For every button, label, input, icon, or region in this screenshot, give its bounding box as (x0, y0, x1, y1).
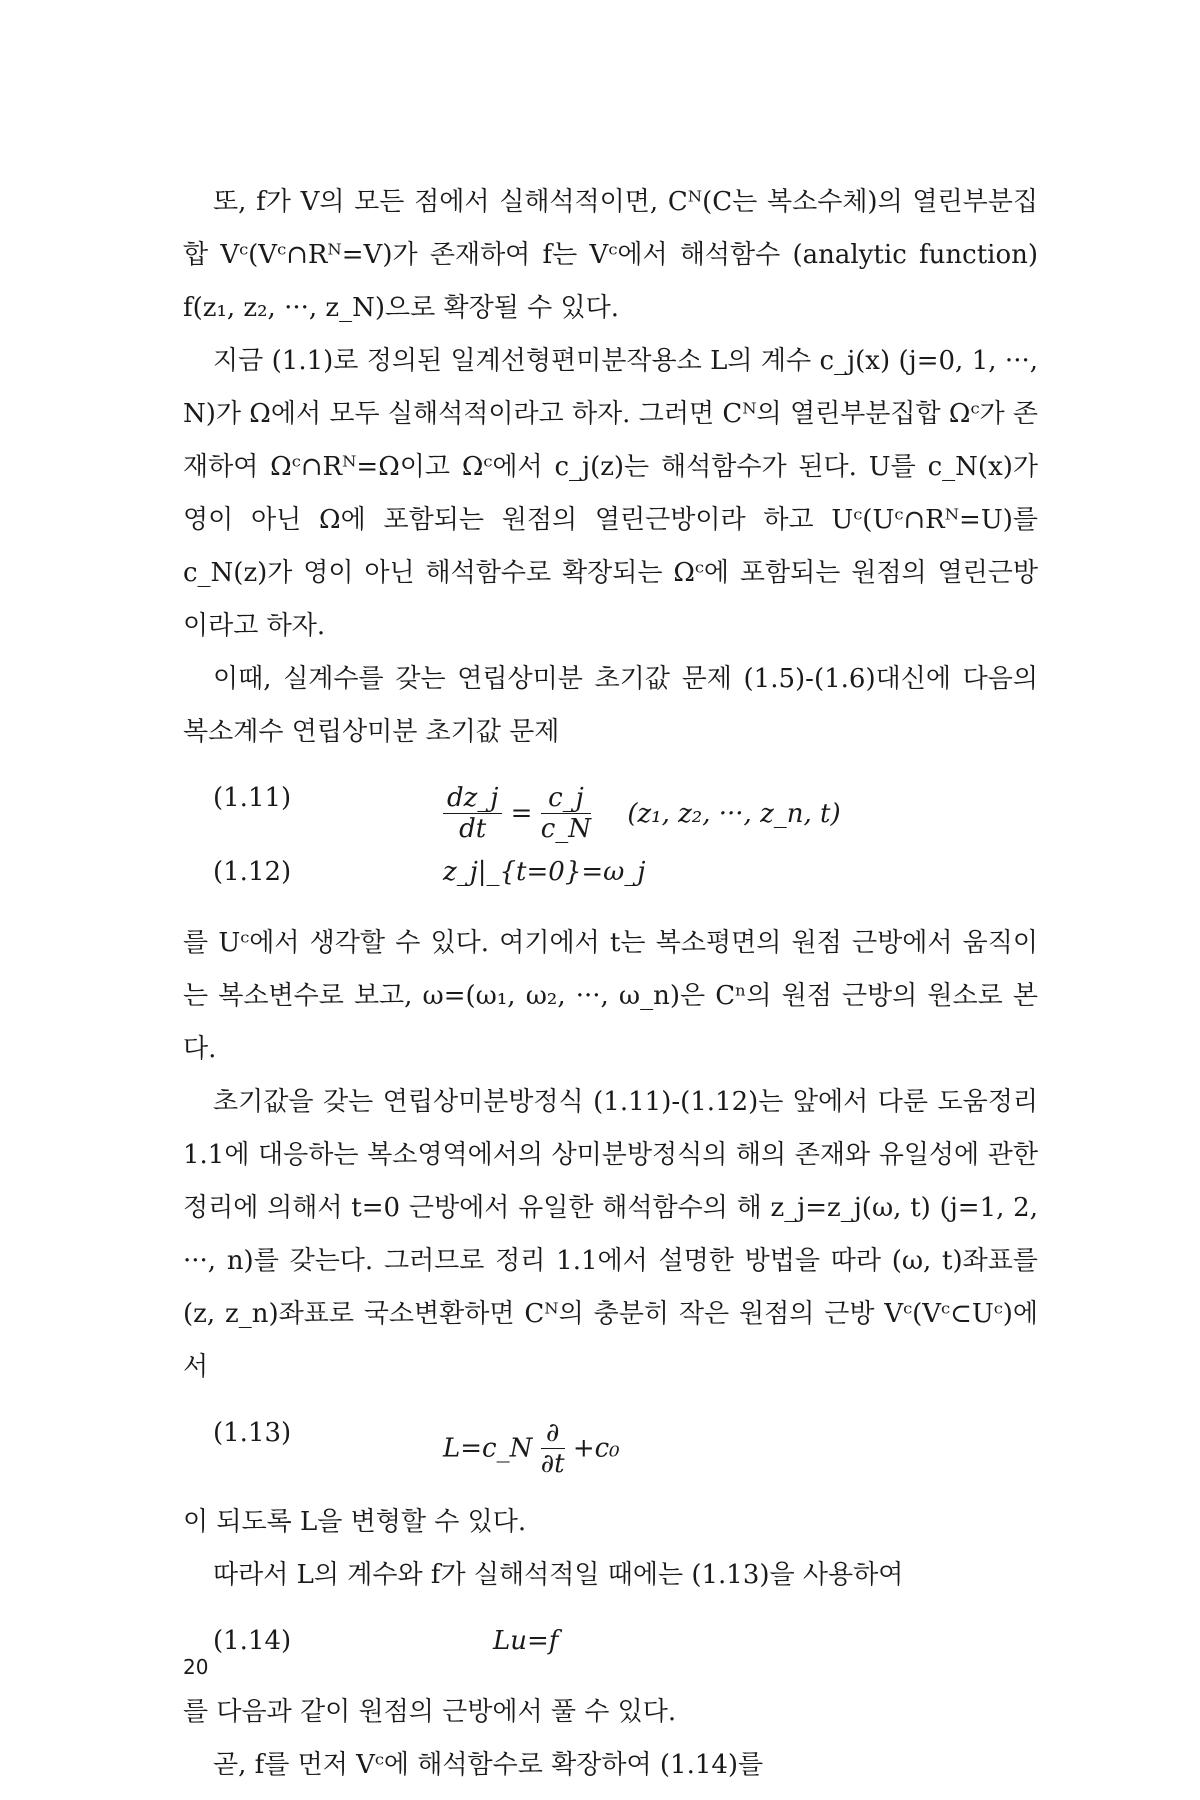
equation-1-14 (183, 1616, 1038, 1672)
fraction (541, 783, 591, 844)
denominator: c_N (540, 814, 592, 844)
paragraph: 이 되도록 L을 변형할 수 있다. (183, 1507, 527, 1537)
paragraph: 이때, 실계수를 갖는 연립상미분 초기값 문제 (1.5)-(1.6)대신에 다음의 복소계수 연립상미분 초기값 문제 (183, 664, 1038, 747)
fraction (443, 783, 502, 844)
numerator: c_j (541, 783, 591, 814)
paragraph: 를 다음과 같이 원점의 근방에서 풀 수 있다. (183, 1697, 677, 1727)
equation-body: Lu=f (493, 1626, 559, 1656)
paragraph: 지금 (1.1)로 정의된 일계선형편미분작용소 L의 계수 c_j(x) (j=0, 1, ···, N)가 Ω에서 모두 실해석적이라고 하자. 그러면 Cᴺ의 열린부분집합 Ωᶜ가 존재하여 Ωᶜ∩Rᴺ=Ω이고 Ωᶜ에서 c_j(z)는 해석함수가 된다. U를 c_N(x)가 영이 아닌 Ω에 포함되는 원점의 열린근방이라 하고 Uᶜ(Uᶜ∩Rᴺ=U)를 c_N(z)가 영이 아닌 해석함수로 확장되는 Ωᶜ에 포함되는 원점의 열린근방이라고 하자. (183, 346, 1038, 641)
equation-arguments: (z₁, z₂, ···, z_n, t) (627, 798, 841, 829)
paragraph: 초기값을 갖는 연립상미분방정식 (1.11)-(1.12)는 앞에서 다룬 도움정리 1.1에 대응하는 복소영역에서의 상미분방정식의 해의 존재와 유일성에 관한 정리에 의해서 t=0 근방에서 유일한 해석함수의 해 z_j=z_j(ω, t) (j=1, 2, ···, n)를 갖는다. 그러므로 정리 1.1에서 설명한 방법을 따라 (ω, t)좌표를 (z, z_n)좌표로 국소변환하면 Cᴺ의 충분히 작은 원점의 근방 Vᶜ(Vᶜ⊂Uᶜ)에서 (183, 1087, 1038, 1382)
equation-body: z_j|_{t=0}=ω_j (443, 857, 646, 887)
equation-number: (1.12) (213, 857, 292, 887)
page-number: 20 (183, 1655, 209, 1679)
equation-number: (1.14) (213, 1626, 292, 1656)
numerator: dz_j (443, 783, 502, 814)
paragraph: 를 Uᶜ에서 생각할 수 있다. 여기에서 t는 복소평면의 원점 근방에서 움직이는 복소변수로 보고, ω=(ω₁, ω₂, ···, ω_n)은 Cⁿ의 원점 근방의 원소로 본다. (183, 928, 1038, 1064)
equation-1-11 (183, 773, 1038, 847)
equation-1-12 (183, 847, 1038, 903)
body-text (183, 176, 1038, 1792)
equation-number: (1.13) (213, 1418, 292, 1448)
equation-body (443, 1418, 620, 1479)
numerator: ∂ (541, 1418, 565, 1449)
equation-lhs: L=c_N (443, 1433, 533, 1464)
paragraph: 곧, f를 먼저 Vᶜ에 해석함수로 확장하여 (1.14)를 (213, 1750, 764, 1780)
fraction (541, 1418, 565, 1479)
denominator: dt (459, 814, 487, 844)
paragraph: 따라서 L의 계수와 f가 실해석적일 때에는 (1.13)을 사용하여 (213, 1560, 904, 1590)
equation-1-13 (183, 1408, 1038, 1482)
denominator: ∂t (540, 1449, 565, 1479)
equation-rhs: +c₀ (572, 1433, 620, 1464)
equation-body: $\frac{dz\_j}{dt}$ = $\frac{c\_j}{c\_N}$ (z₁, z₂, ···, z_n, t) (443, 783, 841, 844)
paragraph: 또, f가 V의 모든 점에서 실해석적이면, Cᴺ(C는 복소수체)의 열린부분집합 Vᶜ(Vᶜ∩Rᴺ=V)가 존재하여 f는 Vᶜ에서 해석함수 (analytic function) f(z₁, z₂, ···, z_N)으로 확장될 수 있다. (183, 187, 1038, 323)
equation-number: (1.11) (213, 783, 292, 813)
